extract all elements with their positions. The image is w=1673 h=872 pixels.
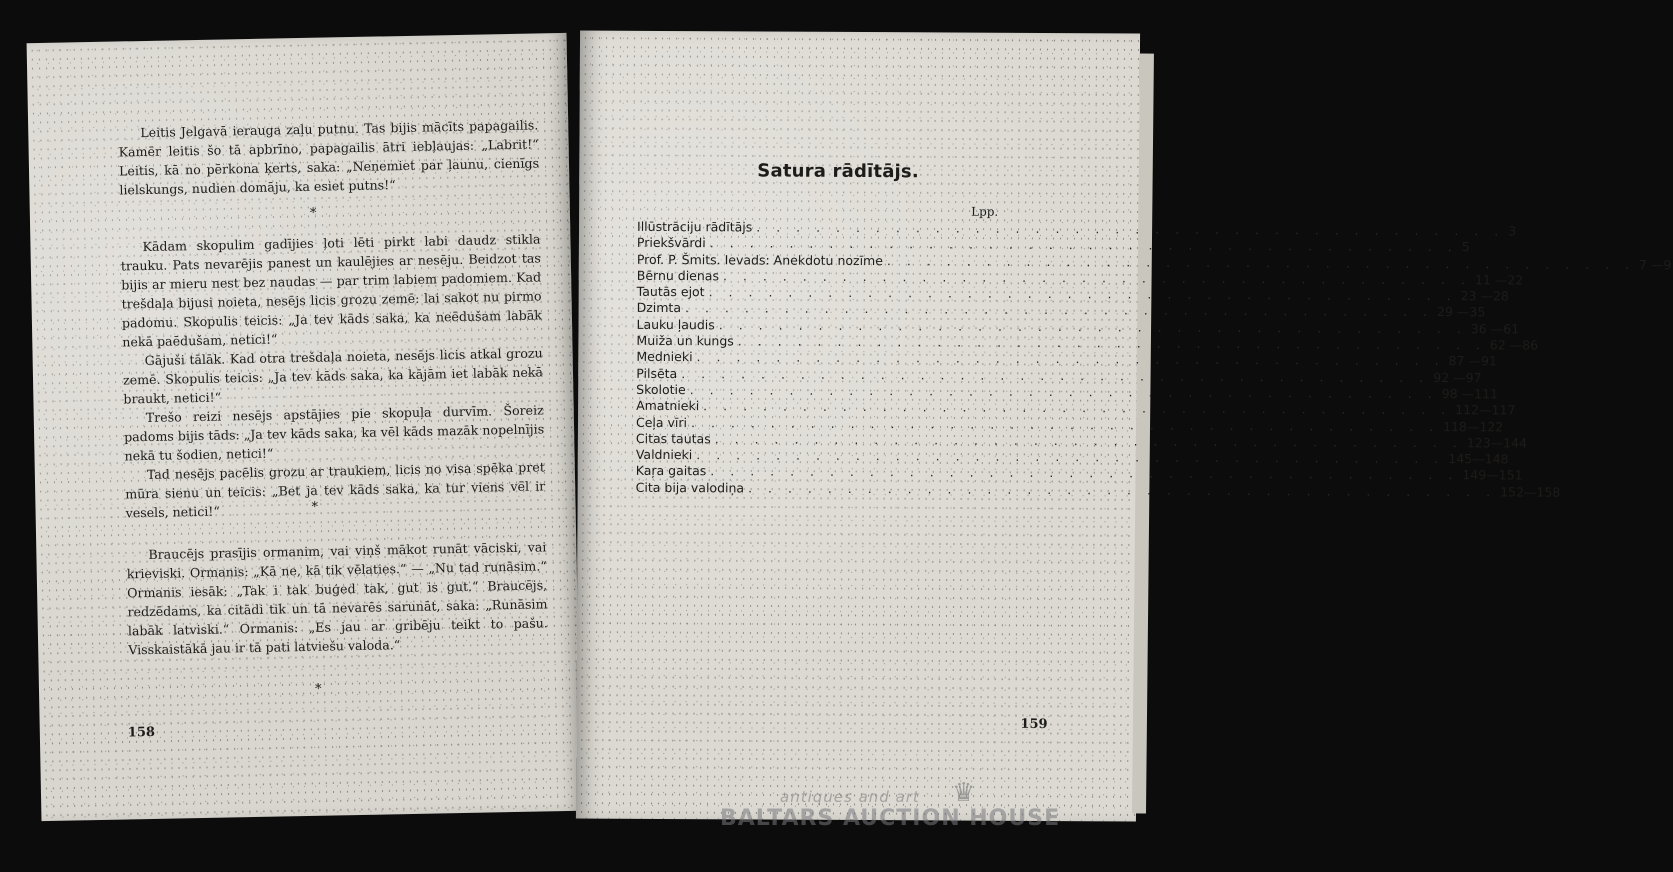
toc-entry-pages: 152—158: [1500, 484, 1561, 500]
toc-leader-dots: . . . . . . . . . . . . . . . . . . . . . . . . . . . . . . . . . . . . . .: [737, 333, 1486, 353]
toc-entry-pages: 36 —61: [1470, 320, 1520, 337]
toc-entry-label: Dzimta: [636, 300, 682, 316]
toc-leader-dots: . . . . . . . . . . . . . . . . . . . . . . . . . . . . . . . . . . . . . .: [748, 480, 1497, 500]
watermark-line2: BALTARS AUCTION HOUSE: [720, 806, 1061, 831]
toc-entry-label: Valdnieki: [635, 446, 693, 463]
watermark: [720, 778, 1140, 838]
toc-entry-pages: 29 —35: [1436, 304, 1486, 320]
anecdote-ormanis: [126, 537, 548, 659]
separator-star: *: [311, 499, 319, 515]
toc-entry-pages: 112—117: [1455, 402, 1516, 418]
toc-entry-label: Cita bija valodiņa: [635, 479, 745, 496]
toc-entry-label: Muiža un kungs: [636, 332, 734, 349]
toc-entry-label: Bērnu dienas: [636, 267, 720, 284]
anecdote-paragraph: Tad nesējs pacēlis grozu ar traukiem, licis no visa spēka pret mūra sienu un teicis: „Bet ja tev kāds saka, ka tur viens vēl ir vesels, netici!“: [125, 459, 546, 521]
toc-entry-pages: 145—148: [1448, 451, 1509, 467]
toc-leader-dots: . . . . . . . . . . . . . . . . . . . . . . . . . . . . . . . . . . . . . .: [703, 398, 1452, 418]
toc-entry-label: Pilsēta: [636, 365, 678, 381]
toc-entry-label: Mednieki: [636, 349, 693, 365]
toc-leader-dots: . . . . . . . . . . . . . . . . . . . . . . . . . . . . . . . . . . . . . .: [886, 252, 1635, 272]
toc-entry-pages: 5: [1461, 239, 1470, 255]
toc-entry-pages: 123—144: [1466, 435, 1528, 451]
separator-star: *: [314, 681, 322, 697]
toc-entry-pages: 87 —91: [1448, 353, 1497, 369]
toc-entry-pages: 7 —9: [1638, 256, 1672, 272]
toc-leader-dots: . . . . . . . . . . . . . . . . . . . . . . . . . . . . . . . . . . . . . .: [714, 431, 1463, 451]
toc-entry-label: Skolotie: [636, 381, 686, 398]
toc-lpp-label: Lpp.: [971, 204, 999, 219]
anecdote-papagailis: [118, 115, 539, 199]
toc-entry-pages: 149—151: [1462, 467, 1523, 483]
toc-entry-pages: 98 —111: [1441, 386, 1499, 402]
toc-entry-pages: 62 —86: [1489, 337, 1539, 353]
page-number: 158: [127, 724, 156, 741]
anecdote-paragraph: Trešo reizi nesējs apstājies pie skopuļa durvīm. Šoreiz padoms bijis tāds: „Ja tev kāds saka, ka vēl kāds mazāk nopelnījis nekā tu šodien, netici!“: [124, 402, 545, 464]
toc-leader-dots: . . . . . . . . . . . . . . . . . . . . . . . . . . . . . . . . . . . . . .: [696, 349, 1445, 369]
toc-entry-label: Lauku ļaudis: [636, 316, 715, 333]
toc-leader-dots: . . . . . . . . . . . . . . . . . . . . . . . . . . . . . . . . . . . . . .: [681, 365, 1430, 385]
toc-entry-label: Prof. P. Šmits. Ievads: Anekdotu nozīme: [636, 251, 883, 268]
toc-leader-dots: . . . . . . . . . . . . . . . . . . . . . . . . . . . . . . . . . . . . . .: [684, 300, 1434, 320]
toc-entry-label: Priekšvārdi: [636, 235, 706, 251]
toc-entry-label: Amatnieki: [636, 398, 700, 414]
anecdote-paragraph: Gājuši tālāk. Kad otra trešdaļa noieta, nesējs licis atkal grozu zemē. Skopulis teicis: „Ja tev kāds saka, ka kājām iet labāk nekā braukt, netici!“: [122, 345, 544, 407]
toc-entry-pages: 11 —22: [1474, 272, 1524, 288]
toc-leader-dots: . . . . . . . . . . . . . . . . . . . . . . . . . . . . . . . . . . . . . .: [689, 382, 1438, 402]
toc-title: Satura rādītājs.: [757, 160, 919, 183]
toc-entry-pages: 23 —28: [1460, 288, 1509, 304]
toc-entry: [635, 479, 1561, 500]
left-page: [27, 33, 582, 821]
toc-entry-label: Tautās ejot: [636, 284, 705, 300]
toc-entry-pages: 92 —97: [1433, 369, 1482, 385]
toc-entry-label: Illūstrāciju rādītājs: [637, 218, 753, 235]
anecdote-paragraph: Kādam skopulim gadījies ļoti lēti pirkt labi daudz stikla trauku. Pats nevarējis panest un kaulējies ar nesēju. Beidzot tas bijis ar mieru nest bez naudas — par trim labiem padomiem. Kad trešdaļa bijusi noieta, nesējs licis grozu zemē: lai sakot nu pirmo padomu. Skopulis teicis: „Ja tev kāds saka, ka neēdušam labāk nekā paēdušam, netici!“: [120, 231, 543, 350]
page-number: 159: [1020, 716, 1048, 732]
anecdote-skopulis: [120, 229, 545, 522]
toc-leader-dots: . . . . . . . . . . . . . . . . . . . . . . . . . . . . . . . . . . . . . .: [709, 235, 1458, 255]
right-page: [576, 31, 1672, 822]
watermark-line1: antiques and art: [780, 788, 920, 806]
toc-entry-label: Ceļa vīri: [635, 414, 688, 430]
toc-leader-dots: . . . . . . . . . . . . . . . . . . . . . . . . . . . . . . . . . . . . . .: [708, 284, 1457, 304]
separator-star: *: [309, 205, 317, 221]
toc-entry-label: Kaŗa gaitas: [635, 463, 707, 479]
crown-icon: ♛: [952, 778, 976, 808]
toc-entry-pages: 118—122: [1442, 418, 1504, 434]
toc-entry-pages: 3: [1508, 223, 1517, 239]
toc-leader-dots: . . . . . . . . . . . . . . . . . . . . . . . . . . . . . . . . . . . . . .: [696, 447, 1445, 467]
toc-leader-dots: . . . . . . . . . . . . . . . . . . . . . . . . . . . . . . . . . . . . . .: [756, 219, 1505, 239]
anecdote-paragraph: Leitis Jelgavā ierauga zaļu putnu. Tas bijis mācīts papagailis. Kamēr leitis šo tā apbrīno, papagailis ātri iebļaujas: „Labrit!“ Leitis, kā no pērkona ķerts, saka: „Neņemiet par ļaunu, cienīgs lielskungs, nudien domāju, ka esiet putns!“: [118, 117, 540, 198]
toc-leader-dots: . . . . . . . . . . . . . . . . . . . . . . . . . . . . . . . . . . . . . .: [690, 414, 1440, 434]
toc-leader-dots: . . . . . . . . . . . . . . . . . . . . . . . . . . . . . . . . . . . . . .: [718, 317, 1467, 336]
toc-list: [635, 218, 1672, 500]
toc-leader-dots: . . . . . . . . . . . . . . . . . . . . . . . . . . . . . . . . . . . . . .: [722, 268, 1472, 288]
toc-entry-label: Citas tautas: [635, 430, 711, 447]
anecdote-paragraph: Braucējs prasījis ormanim, vai viņš mākot runāt vāciski, vai krieviski. Ormanis: „Kā ne, kā tik vēlaties.“ — „Nu tad runāsim.“ Ormanis iesāk: „Tak i tak buģed tak, gut is gut.“ Braucējs, redzēdams, ka citādi tik un tā nevarēs sarunāt, saka: „Runāsim labāk latviski.“ Ormanis: „Es jau ar gribēju teikt to pašu. Visskaistākā jau ir tā pati latviešu valoda.“: [126, 539, 548, 658]
toc-leader-dots: . . . . . . . . . . . . . . . . . . . . . . . . . . . . . . . . . . . . . .: [710, 463, 1459, 483]
